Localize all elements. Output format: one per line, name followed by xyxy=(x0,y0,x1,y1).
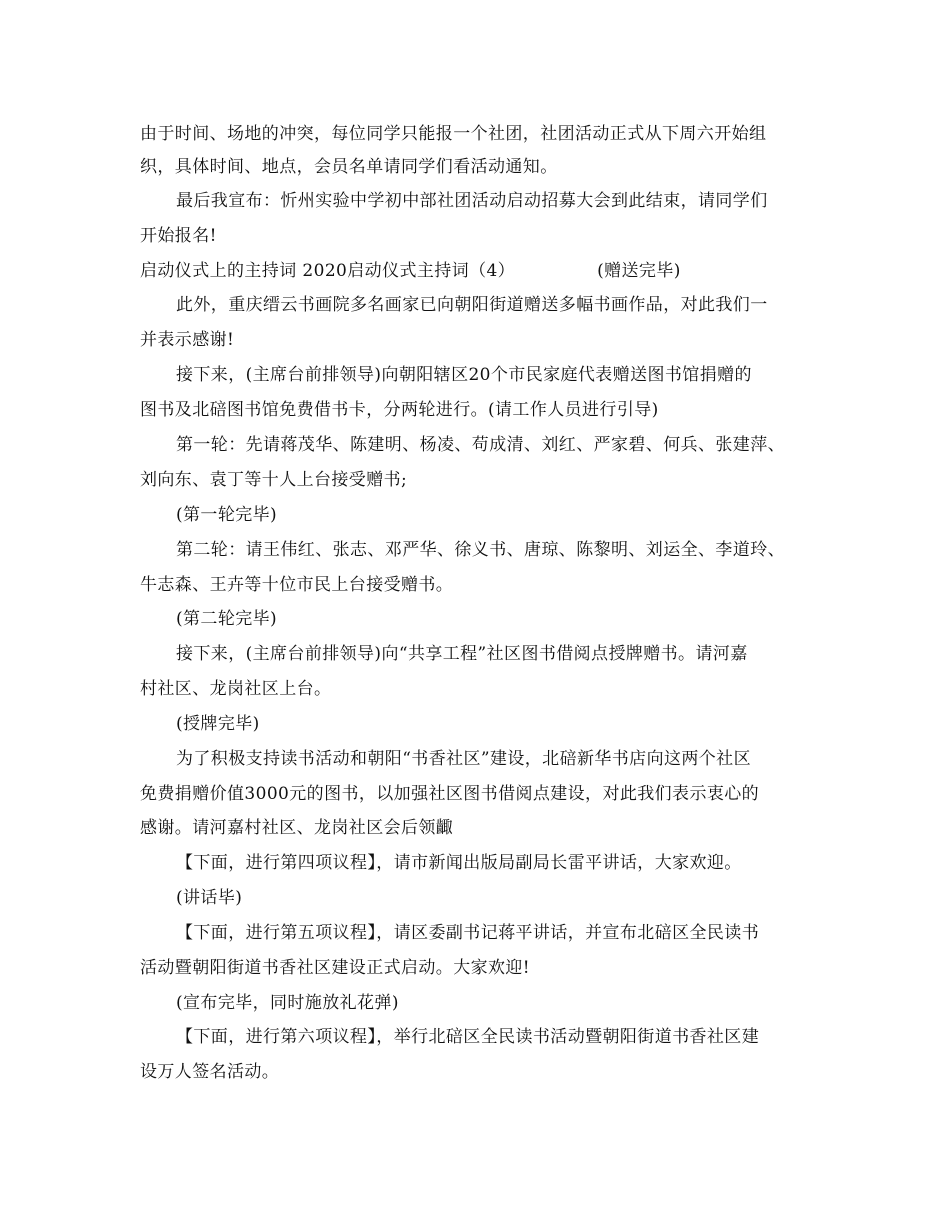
paragraph-line: 织，具体时间、地点，会员名单请同学们看活动通知。 xyxy=(140,157,558,177)
paragraph-line: 村社区、龙岗社区上台。 xyxy=(140,679,332,699)
paragraph-line: 开始报名! xyxy=(140,226,217,246)
paragraph-line: 第二轮：请王伟红、张志、邓严华、徐义书、唐琼、陈黎明、刘运全、李道玲、 xyxy=(176,540,785,560)
paragraph-line: 活动暨朝阳街道书香社区建设正式启动。大家欢迎! xyxy=(140,958,531,978)
paragraph-line: 刘向东、袁丁等十人上台接受赠书; xyxy=(140,470,408,490)
paragraph-line: 免费捐赠价值3000元的图书，以加强社区图书借阅点建设，对此我们表示衷心的 xyxy=(140,784,760,804)
section-note: (赠送完毕) xyxy=(597,261,681,281)
paragraph-line: 设万人签名活动。 xyxy=(140,1062,280,1082)
paragraph-line: 【下面，进行第四项议程】，请市新闻出版局副局长雷平讲话，大家欢迎。 xyxy=(176,853,742,873)
section-heading xyxy=(140,261,681,281)
paragraph-line: 由于时间、场地的冲突，每位同学只能报一个社团，社团活动正式从下周六开始组 xyxy=(140,124,767,144)
paragraph-line: (第二轮完毕) xyxy=(176,609,278,629)
paragraph-line: 最后我宣布：忻州实验中学初中部社团活动启动招募大会到此结束，请同学们 xyxy=(176,191,768,211)
paragraph-line: (宣布完毕，同时施放礼花弹) xyxy=(176,993,399,1013)
paragraph-line: (第一轮完毕) xyxy=(176,505,278,525)
paragraph-line: 为了积极支持读书活动和朝阳“书香社区”建设，北碚新华书店向这两个社区 xyxy=(176,749,751,769)
paragraph-line: 感谢。请河嘉村社区、龙岗社区会后领齱 xyxy=(140,818,454,838)
paragraph-line: 接下来，(主席台前排领导)向“共享工程”社区图书借阅点授牌赠书。请河嘉 xyxy=(176,644,748,664)
paragraph-line: (授牌完毕) xyxy=(176,714,260,734)
paragraph-line: 牛志森、王卉等十位市民上台接受赠书。 xyxy=(140,575,454,595)
paragraph-line: 图书及北碚图书馆免费借书卡，分两轮进行。(请工作人员进行引导) xyxy=(140,400,659,420)
paragraph-line: 此外，重庆缙云书画院多名画家已向朝阳街道赠送多幅书画作品，对此我们一 xyxy=(176,295,768,315)
paragraph-line: 【下面，进行第五项议程】，请区委副书记蒋平讲话，并宣布北碚区全民读书 xyxy=(176,923,760,943)
paragraph-line: 【下面，进行第六项议程】，举行北碚区全民读书活动暨朝阳街道书香社区建 xyxy=(176,1027,760,1047)
paragraph-line: 接下来，(主席台前排领导)向朝阳辖区20个市民家庭代表赠送图书馆捐赠的 xyxy=(176,365,752,385)
paragraph-line: (讲话毕) xyxy=(176,888,243,908)
paragraph-line: 第一轮：先请蒋茂华、陈建明、杨凌、苟成清、刘红、严家碧、何兵、张建萍、 xyxy=(176,435,785,455)
section-title: 启动仪式上的主持词 2020启动仪式主持词（4） xyxy=(140,261,516,281)
paragraph-line: 并表示感谢! xyxy=(140,330,235,350)
